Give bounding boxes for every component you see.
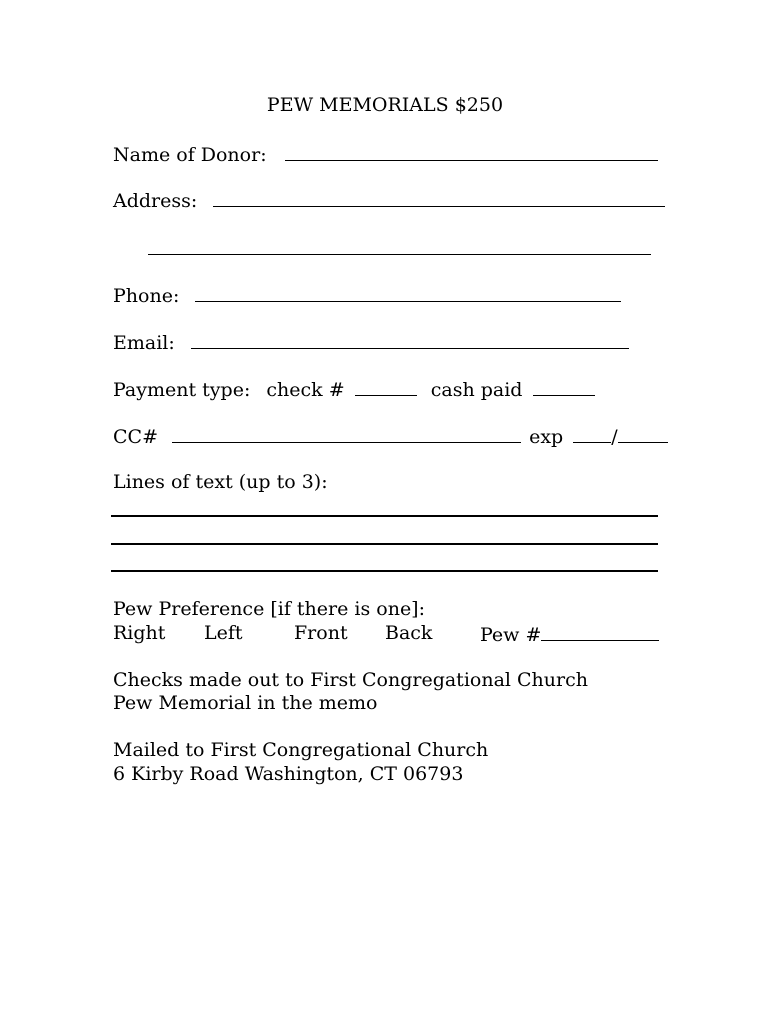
exp-label: exp: [529, 426, 564, 448]
cc-number-blank[interactable]: [172, 423, 521, 443]
address-row-2: [148, 235, 651, 261]
address-blank-2[interactable]: [148, 235, 651, 255]
checks-note-line-1: Checks made out to First Congregational Church: [113, 669, 588, 691]
donor-label: Name of Donor:: [113, 144, 267, 166]
check-label: check #: [266, 379, 345, 401]
pew-option-back[interactable]: Back: [385, 622, 433, 644]
email-label: Email:: [113, 332, 175, 354]
pew-option-right[interactable]: Right: [113, 622, 166, 644]
email-blank[interactable]: [191, 329, 629, 349]
cash-paid-blank[interactable]: [533, 376, 595, 396]
pew-number-label: Pew #: [480, 624, 542, 646]
donor-blank[interactable]: [285, 141, 658, 161]
lines-of-text-label: Lines of text (up to 3):: [113, 471, 328, 493]
pew-number-blank[interactable]: [541, 621, 659, 641]
email-row: [113, 329, 629, 355]
pew-option-left[interactable]: Left: [204, 622, 243, 644]
phone-row: [113, 282, 621, 308]
check-number-blank[interactable]: [355, 376, 417, 396]
form-title: PEW MEMORIALS $250: [266, 94, 504, 116]
text-line-2[interactable]: [111, 543, 658, 545]
address-label: Address:: [113, 190, 198, 212]
exp-separator: /: [611, 426, 618, 448]
phone-label: Phone:: [113, 285, 180, 307]
phone-blank[interactable]: [195, 282, 621, 302]
mail-note-line-1: Mailed to First Congregational Church: [113, 739, 489, 761]
checks-note-line-2: Pew Memorial in the memo: [113, 692, 378, 714]
text-line-1[interactable]: [111, 515, 658, 517]
payment-row: [113, 376, 595, 402]
text-line-3[interactable]: [111, 570, 658, 572]
cc-row: [113, 423, 668, 449]
mail-note-line-2: 6 Kirby Road Washington, CT 06793: [113, 763, 464, 785]
cash-label: cash paid: [430, 379, 523, 401]
pew-preference-label: Pew Preference [if there is one]:: [113, 598, 425, 620]
address-row: [113, 187, 665, 213]
address-blank-1[interactable]: [213, 187, 665, 207]
cc-label: CC#: [113, 426, 158, 448]
pew-option-front[interactable]: Front: [294, 622, 348, 644]
payment-label: Payment type:: [113, 379, 251, 401]
exp-year-blank[interactable]: [618, 423, 668, 443]
donor-row: [113, 141, 658, 167]
pew-number-field: [480, 621, 659, 647]
exp-month-blank[interactable]: [573, 423, 611, 443]
